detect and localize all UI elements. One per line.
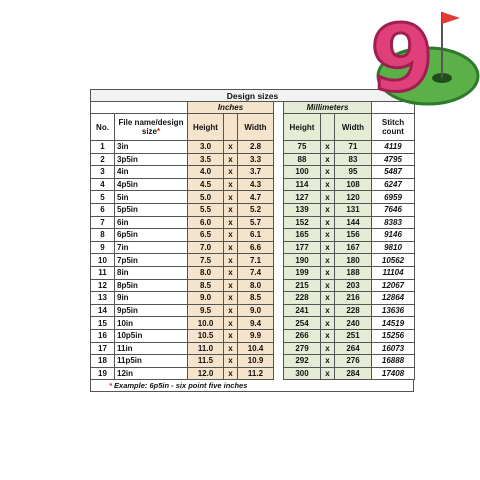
row-gap <box>274 216 284 229</box>
table-row <box>91 241 415 254</box>
row-gap <box>274 329 284 342</box>
row-file-name: 9in <box>115 292 188 305</box>
row-inch-width: 6.6 <box>238 241 274 254</box>
row-mm-height: 100 <box>284 166 321 179</box>
row-inch-width: 10.4 <box>238 342 274 355</box>
row-number: 17 <box>91 342 115 355</box>
row-mm-height: 266 <box>284 329 321 342</box>
row-mm-height: 165 <box>284 229 321 242</box>
row-number: 4 <box>91 178 115 191</box>
row-file-name: 12in <box>115 367 188 380</box>
row-inch-x: x <box>224 153 238 166</box>
header-file-name-label: File name/design size <box>118 118 184 136</box>
row-stitch-count: 14519 <box>372 317 415 330</box>
row-gap <box>274 241 284 254</box>
row-mm-width: 108 <box>335 178 372 191</box>
row-inch-width: 4.3 <box>238 178 274 191</box>
row-inch-height: 7.0 <box>188 241 224 254</box>
row-mm-x: x <box>321 266 335 279</box>
row-mm-x: x <box>321 329 335 342</box>
row-mm-height: 279 <box>284 342 321 355</box>
row-stitch-count: 16888 <box>372 355 415 368</box>
row-gap <box>274 292 284 305</box>
table-title: Design sizes <box>91 90 415 102</box>
header-mm-x <box>321 114 335 141</box>
row-mm-width: 144 <box>335 216 372 229</box>
row-mm-width: 228 <box>335 304 372 317</box>
row-mm-width: 203 <box>335 279 372 292</box>
row-stitch-count: 15256 <box>372 329 415 342</box>
row-mm-x: x <box>321 203 335 216</box>
row-gap <box>274 317 284 330</box>
row-file-name: 6p5in <box>115 229 188 242</box>
logo-digit: 9 <box>370 5 435 112</box>
table-row <box>91 355 415 368</box>
row-mm-x: x <box>321 241 335 254</box>
row-inch-x: x <box>224 367 238 380</box>
row-inch-height: 5.5 <box>188 203 224 216</box>
row-inch-height: 6.0 <box>188 216 224 229</box>
row-inch-width: 7.1 <box>238 254 274 267</box>
row-file-name: 4p5in <box>115 178 188 191</box>
row-number: 2 <box>91 153 115 166</box>
row-gap <box>274 153 284 166</box>
row-inch-x: x <box>224 141 238 154</box>
row-mm-width: 156 <box>335 229 372 242</box>
table-row <box>91 153 415 166</box>
row-mm-height: 199 <box>284 266 321 279</box>
row-mm-height: 75 <box>284 141 321 154</box>
row-mm-width: 180 <box>335 254 372 267</box>
header-mm-width: Width <box>335 114 372 141</box>
table-row <box>91 329 415 342</box>
row-inch-width: 5.7 <box>238 216 274 229</box>
row-file-name: 4in <box>115 166 188 179</box>
header-gap <box>274 114 284 141</box>
row-number: 7 <box>91 216 115 229</box>
row-mm-width: 264 <box>335 342 372 355</box>
row-gap <box>274 191 284 204</box>
header-no: No. <box>91 114 115 141</box>
row-mm-x: x <box>321 292 335 305</box>
row-mm-height: 254 <box>284 317 321 330</box>
group-inches: Inches <box>188 102 274 114</box>
row-inch-height: 4.0 <box>188 166 224 179</box>
row-inch-height: 3.5 <box>188 153 224 166</box>
row-inch-width: 3.7 <box>238 166 274 179</box>
row-inch-height: 11.0 <box>188 342 224 355</box>
header-inch-height: Height <box>188 114 224 141</box>
row-mm-height: 177 <box>284 241 321 254</box>
row-inch-x: x <box>224 178 238 191</box>
table-row <box>91 367 415 380</box>
row-mm-height: 300 <box>284 367 321 380</box>
row-inch-width: 5.2 <box>238 203 274 216</box>
row-mm-height: 88 <box>284 153 321 166</box>
row-stitch-count: 9810 <box>372 241 415 254</box>
row-inch-height: 10.5 <box>188 329 224 342</box>
row-stitch-count: 8383 <box>372 216 415 229</box>
row-stitch-count: 17408 <box>372 367 415 380</box>
row-inch-height: 8.5 <box>188 279 224 292</box>
row-gap <box>274 355 284 368</box>
row-inch-height: 6.5 <box>188 229 224 242</box>
row-inch-height: 12.0 <box>188 367 224 380</box>
row-inch-x: x <box>224 266 238 279</box>
table-row <box>91 292 415 305</box>
row-mm-width: 240 <box>335 317 372 330</box>
row-inch-width: 9.4 <box>238 317 274 330</box>
header-mm-height: Height <box>284 114 321 141</box>
row-number: 18 <box>91 355 115 368</box>
row-mm-x: x <box>321 279 335 292</box>
row-file-name: 10in <box>115 317 188 330</box>
footnote <box>90 380 414 392</box>
row-gap <box>274 367 284 380</box>
table-row <box>91 141 415 154</box>
row-file-name: 7in <box>115 241 188 254</box>
row-gap <box>274 203 284 216</box>
row-number: 3 <box>91 166 115 179</box>
table-row <box>91 216 415 229</box>
row-inch-x: x <box>224 317 238 330</box>
row-inch-height: 9.5 <box>188 304 224 317</box>
row-mm-x: x <box>321 178 335 191</box>
row-mm-width: 83 <box>335 153 372 166</box>
row-mm-width: 131 <box>335 203 372 216</box>
row-file-name: 5in <box>115 191 188 204</box>
row-stitch-count: 4119 <box>372 141 415 154</box>
row-file-name: 8p5in <box>115 279 188 292</box>
row-stitch-count: 12864 <box>372 292 415 305</box>
row-mm-height: 228 <box>284 292 321 305</box>
row-mm-height: 292 <box>284 355 321 368</box>
row-inch-width: 11.2 <box>238 367 274 380</box>
row-gap <box>274 178 284 191</box>
row-mm-height: 127 <box>284 191 321 204</box>
row-file-name: 3p5in <box>115 153 188 166</box>
row-stitch-count: 4795 <box>372 153 415 166</box>
row-number: 15 <box>91 317 115 330</box>
row-file-name: 8in <box>115 266 188 279</box>
row-gap <box>274 229 284 242</box>
header-inch-x <box>224 114 238 141</box>
row-gap <box>274 141 284 154</box>
row-inch-height: 4.5 <box>188 178 224 191</box>
footnote-star: * <box>109 381 112 391</box>
row-number: 10 <box>91 254 115 267</box>
row-inch-width: 3.3 <box>238 153 274 166</box>
row-inch-width: 8.5 <box>238 292 274 305</box>
row-mm-width: 284 <box>335 367 372 380</box>
row-file-name: 10p5in <box>115 329 188 342</box>
row-mm-width: 188 <box>335 266 372 279</box>
row-number: 16 <box>91 329 115 342</box>
flag-icon <box>442 12 460 24</box>
row-inch-height: 3.0 <box>188 141 224 154</box>
row-stitch-count: 5487 <box>372 166 415 179</box>
row-mm-width: 71 <box>335 141 372 154</box>
row-mm-x: x <box>321 216 335 229</box>
row-inch-height: 9.0 <box>188 292 224 305</box>
row-inch-x: x <box>224 292 238 305</box>
row-inch-height: 5.0 <box>188 191 224 204</box>
row-mm-x: x <box>321 367 335 380</box>
row-stitch-count: 16073 <box>372 342 415 355</box>
row-inch-height: 7.5 <box>188 254 224 267</box>
row-inch-width: 9.9 <box>238 329 274 342</box>
row-inch-x: x <box>224 329 238 342</box>
table-row <box>91 191 415 204</box>
row-mm-x: x <box>321 153 335 166</box>
table-body <box>91 141 415 380</box>
row-gap <box>274 166 284 179</box>
golf-nine-logo <box>360 0 480 118</box>
row-number: 6 <box>91 203 115 216</box>
row-mm-height: 114 <box>284 178 321 191</box>
row-mm-x: x <box>321 141 335 154</box>
table-row <box>91 304 415 317</box>
table-row <box>91 229 415 242</box>
row-number: 9 <box>91 241 115 254</box>
row-mm-x: x <box>321 191 335 204</box>
row-mm-width: 251 <box>335 329 372 342</box>
design-sizes-sheet <box>90 89 414 392</box>
row-stitch-count: 6247 <box>372 178 415 191</box>
table-row <box>91 166 415 179</box>
row-inch-width: 8.0 <box>238 279 274 292</box>
row-file-name: 3in <box>115 141 188 154</box>
row-inch-height: 11.5 <box>188 355 224 368</box>
row-mm-width: 216 <box>335 292 372 305</box>
group-gap <box>274 102 284 114</box>
table-row <box>91 254 415 267</box>
table-row <box>91 342 415 355</box>
row-stitch-count: 10562 <box>372 254 415 267</box>
row-number: 1 <box>91 141 115 154</box>
row-stitch-count: 9146 <box>372 229 415 242</box>
row-number: 8 <box>91 229 115 242</box>
row-stitch-count: 13636 <box>372 304 415 317</box>
header-star: * <box>157 127 161 136</box>
row-inch-x: x <box>224 279 238 292</box>
row-mm-x: x <box>321 254 335 267</box>
header-inch-width: Width <box>238 114 274 141</box>
row-number: 19 <box>91 367 115 380</box>
row-mm-height: 215 <box>284 279 321 292</box>
row-number: 5 <box>91 191 115 204</box>
row-inch-x: x <box>224 166 238 179</box>
row-gap <box>274 342 284 355</box>
row-stitch-count: 11104 <box>372 266 415 279</box>
row-inch-x: x <box>224 229 238 242</box>
row-mm-width: 167 <box>335 241 372 254</box>
row-inch-x: x <box>224 342 238 355</box>
table-row <box>91 317 415 330</box>
row-stitch-count: 6959 <box>372 191 415 204</box>
table-row <box>91 279 415 292</box>
header-file-name <box>115 114 188 141</box>
table-row <box>91 266 415 279</box>
row-number: 14 <box>91 304 115 317</box>
row-mm-height: 139 <box>284 203 321 216</box>
row-gap <box>274 266 284 279</box>
row-stitch-count: 7646 <box>372 203 415 216</box>
row-number: 12 <box>91 279 115 292</box>
row-mm-width: 276 <box>335 355 372 368</box>
row-mm-x: x <box>321 317 335 330</box>
row-inch-x: x <box>224 254 238 267</box>
group-spacer <box>91 102 188 114</box>
row-mm-x: x <box>321 229 335 242</box>
row-mm-x: x <box>321 342 335 355</box>
row-inch-x: x <box>224 191 238 204</box>
row-file-name: 6in <box>115 216 188 229</box>
row-mm-x: x <box>321 355 335 368</box>
row-inch-width: 6.1 <box>238 229 274 242</box>
row-inch-width: 7.4 <box>238 266 274 279</box>
row-inch-height: 10.0 <box>188 317 224 330</box>
row-mm-height: 241 <box>284 304 321 317</box>
row-file-name: 11in <box>115 342 188 355</box>
row-gap <box>274 304 284 317</box>
row-gap <box>274 279 284 292</box>
row-inch-x: x <box>224 216 238 229</box>
table-row <box>91 203 415 216</box>
footnote-text: Example: 6p5in - six point five inches <box>114 381 248 391</box>
group-millimeters: Millimeters <box>284 102 372 114</box>
row-inch-width: 10.9 <box>238 355 274 368</box>
row-inch-x: x <box>224 241 238 254</box>
row-mm-width: 95 <box>335 166 372 179</box>
row-file-name: 11p5in <box>115 355 188 368</box>
row-inch-width: 2.8 <box>238 141 274 154</box>
row-mm-height: 152 <box>284 216 321 229</box>
header-stitch-count: Stitch count <box>372 114 415 141</box>
row-file-name: 5p5in <box>115 203 188 216</box>
row-inch-x: x <box>224 355 238 368</box>
row-gap <box>274 254 284 267</box>
row-inch-height: 8.0 <box>188 266 224 279</box>
row-inch-width: 4.7 <box>238 191 274 204</box>
row-stitch-count: 12067 <box>372 279 415 292</box>
design-sizes-table <box>90 89 415 380</box>
row-number: 13 <box>91 292 115 305</box>
row-file-name: 9p5in <box>115 304 188 317</box>
row-inch-x: x <box>224 203 238 216</box>
row-mm-x: x <box>321 166 335 179</box>
row-inch-width: 9.0 <box>238 304 274 317</box>
row-inch-x: x <box>224 304 238 317</box>
table-row <box>91 178 415 191</box>
row-mm-height: 190 <box>284 254 321 267</box>
row-number: 11 <box>91 266 115 279</box>
row-mm-x: x <box>321 304 335 317</box>
row-mm-width: 120 <box>335 191 372 204</box>
row-file-name: 7p5in <box>115 254 188 267</box>
